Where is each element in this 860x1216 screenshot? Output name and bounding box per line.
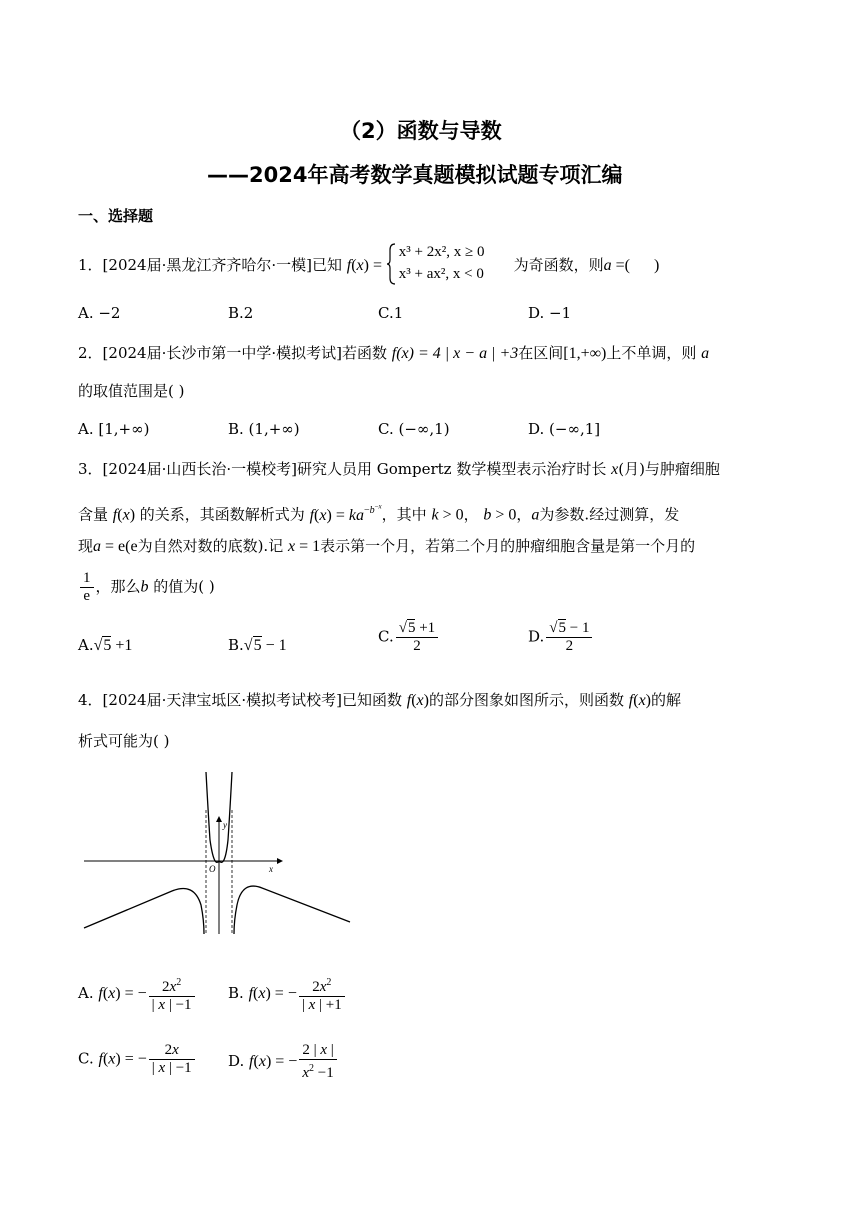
y-axis-arrow-icon: [216, 816, 222, 822]
question-3: 3．[2024届·山西长治·一模校考]研究人员用 Gompertz 数学模型表示治疗时长 x(月)与肿瘤细胞: [78, 460, 720, 478]
piecewise-brace: [387, 242, 509, 286]
page-title: （2）函数与导数: [340, 119, 502, 143]
question-4-line2: 析式可能为( ): [78, 732, 170, 750]
q3-option-a[interactable]: A.√5 +1: [78, 636, 133, 654]
piece-1: x³ + 2x², x ≥ 0: [398, 244, 485, 260]
curve-left-lower: [84, 888, 204, 934]
x-axis-label: x: [269, 864, 273, 874]
formula-f: f(x) =: [346, 257, 383, 274]
y-axis-label: y: [223, 820, 227, 830]
q2-option-c[interactable]: C. (−∞,1): [378, 420, 450, 438]
q4-option-a[interactable]: A. f(x) = − $\frac{2x^2}{| x | -1}$: [78, 974, 197, 1014]
q3-option-b[interactable]: B.√5 − 1: [228, 636, 287, 654]
x-axis-arrow-icon: [277, 858, 283, 864]
question-4: 4．[2024届·天津宝坻区·模拟考试校考]已知函数 f(x)的部分图象如图所示，则函数 f(x)的解: [78, 691, 682, 709]
function-graph: [82, 770, 354, 935]
page-subtitle: ——2024年高考数学真题模拟试题专项汇编: [207, 163, 623, 187]
q2-option-b[interactable]: B. (1,+∞): [228, 420, 300, 438]
q3-option-d[interactable]: D. $\frac{√5 - 1}{2}$: [528, 620, 594, 655]
question-2: 2．[2024届·长沙市第一中学·模拟考试]若函数 f(x) = 4 | x − a | +3在区间[1,+∞)上不单调，则 a: [78, 344, 710, 362]
formula-q2: f(x) = 4 | x − a | +3: [391, 345, 519, 362]
q1-option-b[interactable]: B.2: [228, 304, 254, 322]
section-heading: 一、选择题: [78, 207, 154, 225]
question-2-line2: 的取值范围是( ): [78, 382, 185, 400]
q1-option-c[interactable]: C.1: [378, 304, 404, 322]
q4-option-c[interactable]: C. f(x) = − $\frac{2x}{| x | -1}$: [78, 1042, 197, 1077]
q2-option-a[interactable]: A. [1,+∞): [78, 420, 150, 438]
q2-option-d[interactable]: D. (−∞,1]: [528, 420, 601, 438]
q3-option-c[interactable]: C. $\frac{√5 +1}{2}$: [378, 620, 440, 655]
q1-option-d[interactable]: D. −1: [528, 304, 572, 322]
piece-2: x³ + ax², x < 0: [398, 266, 484, 282]
question-3-line2: 含量 f(x) 的关系，其函数解析式为 $f(x) = ka^{-b^{-x}}$，其中 k > 0， b > 0，a为参数.经过测算，发: [78, 503, 680, 524]
curve-right-lower: [234, 886, 350, 934]
q4-option-d[interactable]: D. f(x) = − $\frac{2 | x |}{x^2 -1}$: [228, 1042, 339, 1082]
origin-label: O: [209, 864, 216, 874]
question-3-line4: $\frac{1}{e}$ ，那么b 的值为( ): [78, 570, 215, 605]
q1-option-a[interactable]: A. −2: [78, 304, 121, 322]
q4-option-b[interactable]: B. f(x) = − $\frac{2x^2}{| x | +1}$: [228, 974, 347, 1014]
question-1: 1．[2024届·黑龙江齐齐哈尔·一模]已知 f(x) = x³ + 2x², x ≥ 0 x³ + ax², x < 0 为奇函数，则a =( ): [78, 244, 659, 288]
question-3-line3: 现a = e(e为自然对数的底数).记 x = 1表示第一个月，若第二个月的肿瘤细胞含量是第一个月的: [78, 537, 696, 555]
